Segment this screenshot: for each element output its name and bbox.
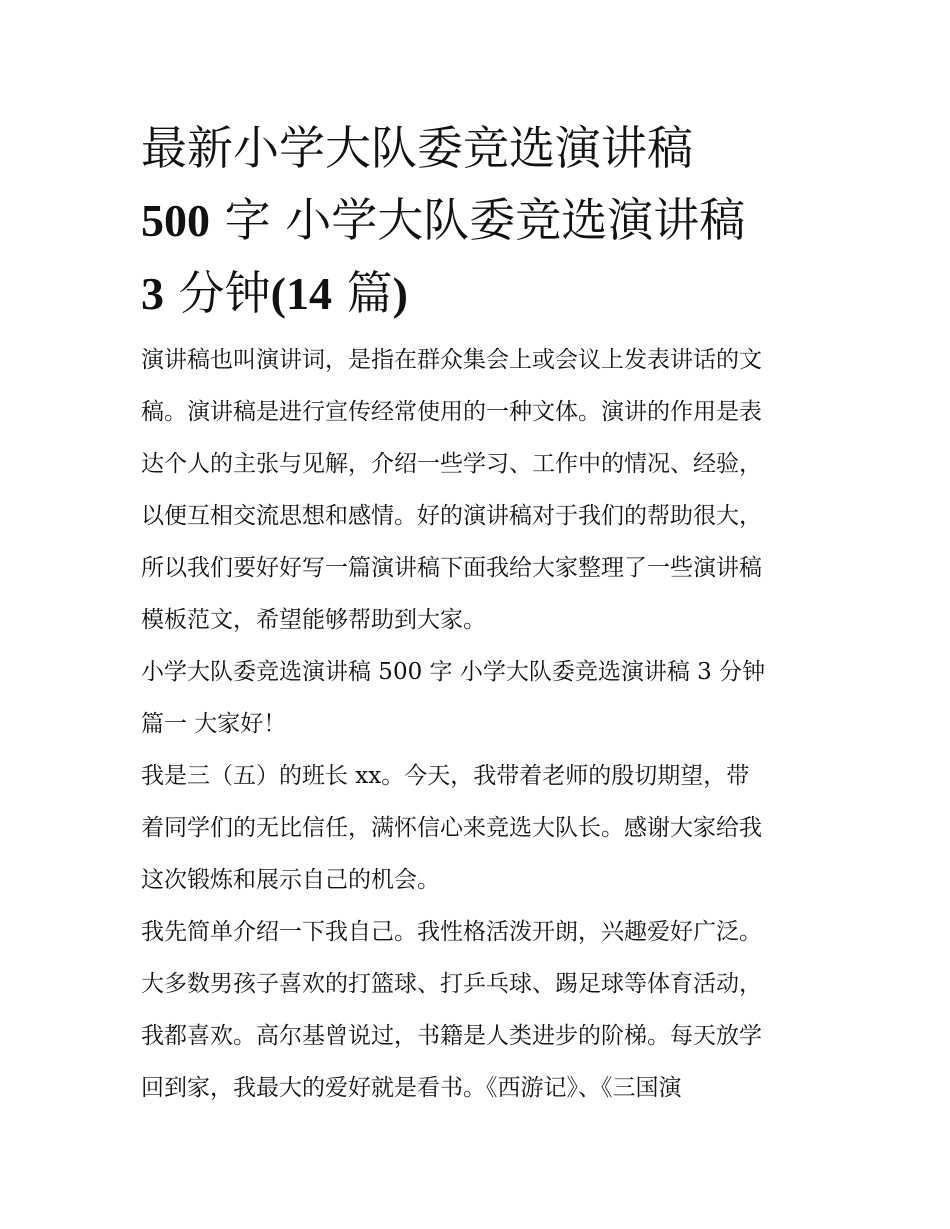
text-line: 篇一 大家好！ xyxy=(141,711,287,737)
text-line: 演讲稿也叫演讲词，是指在群众集会上或会议上发表讲话的文 xyxy=(141,347,762,373)
text-line: 模板范文，希望能够帮助到大家。 xyxy=(141,607,486,633)
title-text: 篇 xyxy=(331,266,393,320)
document-title xyxy=(141,112,821,330)
title-number: 3 xyxy=(141,268,164,319)
text-line: 大多数男孩子喜欢的打篮球、打乒乓球、踢足球等体育活动， xyxy=(141,971,762,997)
title-number: 500 xyxy=(141,195,210,246)
paragraph-intro xyxy=(141,334,821,646)
title-line-2 xyxy=(141,184,821,257)
paragraph-self-intro xyxy=(141,750,821,906)
title-line-1 xyxy=(141,112,821,184)
title-number: ) xyxy=(392,268,408,319)
title-text: 分钟 xyxy=(164,266,271,320)
text-line: 所以我们要好好写一篇演讲稿下面我给大家整理了一些演讲稿 xyxy=(141,555,762,581)
text-line: 我都喜欢。高尔基曾说过，书籍是人类进步的阶梯。每天放学 xyxy=(141,1023,762,1049)
text-line: 小学大队委竞选演讲稿 500 字 小学大队委竞选演讲稿 3 分钟 xyxy=(141,659,766,685)
text-line: 着同学们的无比信任，满怀信心来竞选大队长。感谢大家给我 xyxy=(141,815,762,841)
paragraph-section-heading xyxy=(141,646,821,750)
text-line: 我先简单介绍一下我自己。我性格活泼开朗，兴趣爱好广泛。 xyxy=(141,919,762,945)
title-text: 字 小学大队委竞选演讲稿 xyxy=(210,193,746,247)
text-line: 稿。演讲稿是进行宣传经常使用的一种文体。演讲的作用是表 xyxy=(141,399,762,425)
text-line: 回到家，我最大的爱好就是看书。《西游记》、《三国演 xyxy=(141,1075,682,1101)
text-line: 以便互相交流思想和感情。好的演讲稿对于我们的帮助很大， xyxy=(141,503,762,529)
title-line-3 xyxy=(141,257,821,330)
document-body xyxy=(141,334,821,1114)
title-text: 最新小学大队委竞选演讲稿 xyxy=(141,121,693,175)
title-number: (14 xyxy=(270,268,332,319)
document-content xyxy=(141,112,821,1114)
text-line: 达个人的主张与见解，介绍一些学习、工作中的情况、经验， xyxy=(141,451,762,477)
paragraph-hobbies xyxy=(141,906,821,1114)
text-line: 这次锻炼和展示自己的机会。 xyxy=(141,867,440,893)
text-line: 我是三（五）的班长 xx。今天，我带着老师的殷切期望，带 xyxy=(141,763,750,789)
